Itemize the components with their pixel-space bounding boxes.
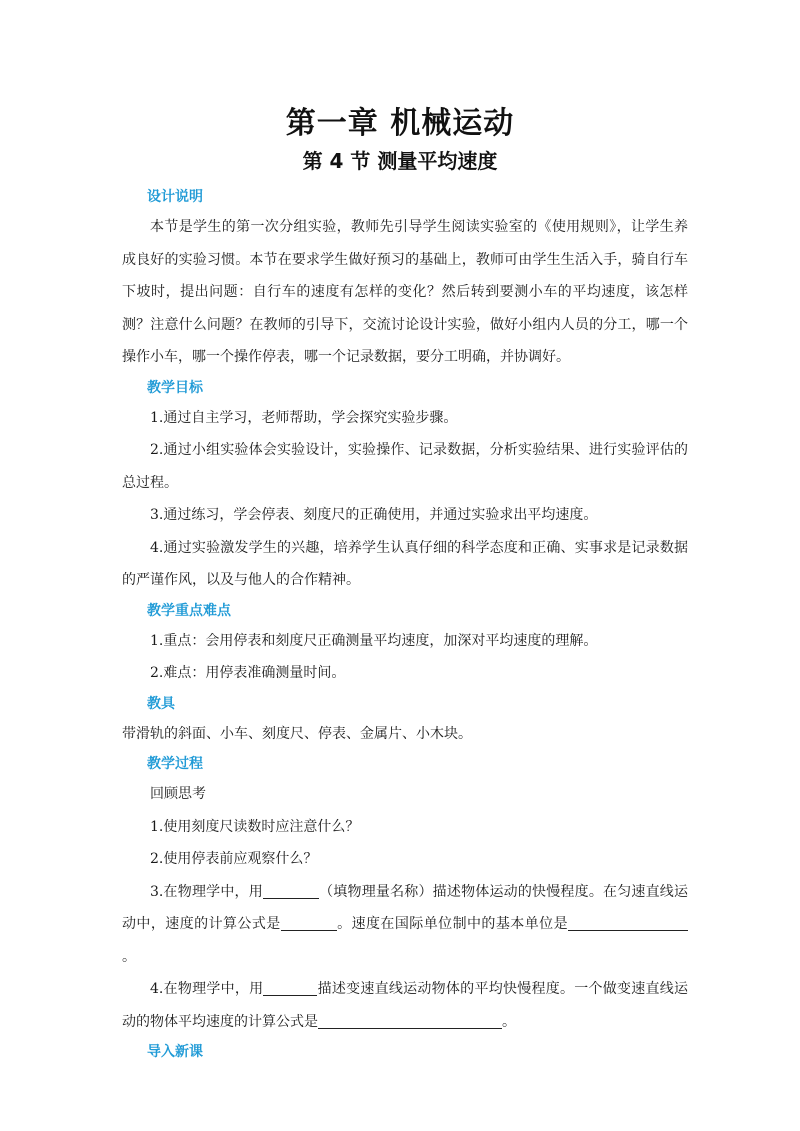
blank-physical-quantity[interactable] (263, 882, 319, 899)
key-points-heading: 教学重点难点 (147, 602, 231, 619)
question-4-part-3: 。 (502, 1013, 516, 1030)
blank-speed-formula[interactable] (281, 914, 337, 931)
document-body (122, 183, 688, 1066)
question-1: 1.使用刻度尺读数时应注意什么？ (150, 818, 360, 835)
chapter-title: 第一章 机械运动 (285, 106, 515, 141)
section-title: 第 4 节 测量平均速度 (302, 149, 498, 173)
question-3-part-2: （填物理量名称）描述物体运动的快慢程度。在匀速直线运动中，速度的计算公式是 (122, 883, 688, 932)
tools-paragraph: 带滑轨的斜面、小车、刻度尺、停表、金属片、小木块。 (122, 725, 472, 742)
goal-item-1: 1.通过自主学习，老师帮助，学会探究实验步骤。 (150, 409, 458, 426)
blank-average-speed-formula[interactable] (318, 1012, 502, 1029)
question-2: 2.使用停表前应观察什么？ (150, 851, 318, 867)
key-point-2: 2.难点：用停表准确测量时间。 (150, 665, 346, 681)
question-4 (122, 973, 688, 1038)
intro-heading: 导入新课 (147, 1044, 203, 1060)
question-4-part-2: 描述变速直线运动物体的平均快慢程度。一个做变速直线运动的物体平均速度的计算公式是 (122, 981, 688, 1030)
question-3-part-4: 。 (122, 948, 136, 965)
goal-item-3: 3.通过练习，学会停表、刻度尺的正确使用，并通过实验求出平均速度。 (150, 507, 598, 523)
tools-heading: 教具 (147, 695, 175, 712)
design-paragraph: 本节是学生的第一次分组实验，教师先引导学生阅读实验室的《使用规则》，让学生养成良好的实验习惯。本节在要求学生做好预习的基础上，教师可由学生生活入手，骑自行车下坡时，提出问题：自行车的速度有怎样的变化？然后转到要测小车的平均速度，该怎样测？注意什么问题？在教师的引导下，交流讨论设计实验，做好小组内人员的分工，哪一个操作小车，哪一个操作停表，哪一个记录数据，要分工明确，并协调好。 (122, 219, 688, 365)
goal-item-2: 2.通过小组实验体会实验设计，实验操作、记录数据，分析实验结果、进行实验评估的总过程。 (122, 442, 688, 491)
blank-average-speed[interactable] (263, 979, 317, 996)
review-label: 回顾思考 (150, 786, 206, 802)
question-3-part-1: 3.在物理学中，用 (150, 883, 263, 900)
question-3-part-3: 。速度在国际单位制中的基本单位是 (336, 916, 569, 932)
goals-heading: 教学目标 (147, 379, 203, 396)
question-4-part-1: 4.在物理学中，用 (150, 981, 264, 997)
design-heading: 设计说明 (147, 189, 203, 205)
key-point-1: 1.重点：会用停表和刻度尺正确测量平均速度，加深对平均速度的理解。 (150, 632, 598, 649)
question-3 (122, 876, 688, 974)
goal-item-4: 4.通过实验激发学生的兴趣，培养学生认真仔细的科学态度和正确、实事求是记录数据的严谨作风，以及与他人的合作精神。 (122, 539, 688, 588)
process-heading: 教学过程 (147, 756, 203, 772)
blank-speed-unit[interactable] (568, 914, 688, 931)
